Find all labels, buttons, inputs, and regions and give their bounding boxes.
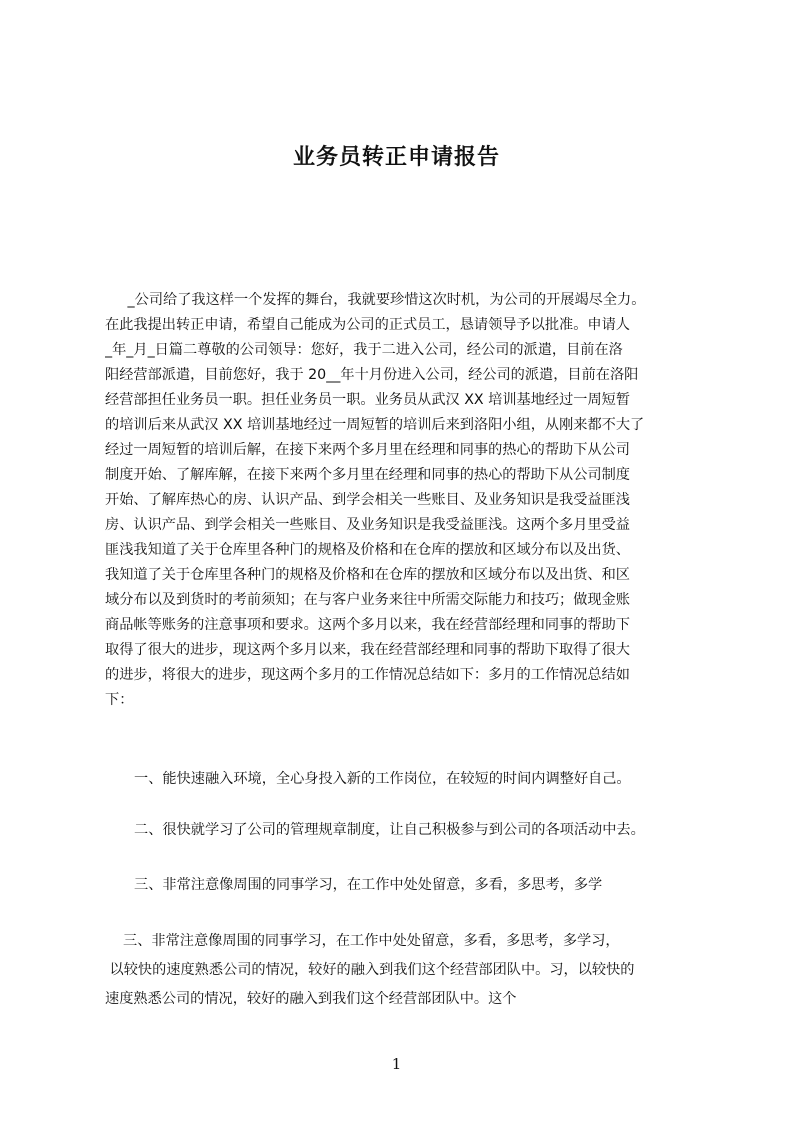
body-line: 房、认识产品、到学会相关一些账目、及业务知识是我受益匪浅。这两个多月里受益 <box>105 517 630 533</box>
list-item-1: 一、能快速融入环境，全心身投入新的工作岗位，在较短的时间内调整好自己。 <box>134 771 631 787</box>
list-item-2: 二、很快就学习了公司的管理规章制度，让自己积极参与到公司的各项活动中去。 <box>134 822 645 838</box>
body-line: 阳经营部派遣，目前您好，我于 20__年十月份进入公司，经公司的派遣，目前在洛阳 <box>105 367 639 383</box>
body-line: 制度开始、了解库解，在接下来两个多月里在经理和同事的热心的帮助下从公司制度 <box>105 467 630 483</box>
body-line: 三、非常注意像周围的同事学习，在工作中处处留意，多看，多思考，多学习， <box>105 933 620 949</box>
list-item-3: 三、非常注意像周围的同事学习，在工作中处处留意，多看，多思考，多学 <box>134 877 603 893</box>
body-line: 的培训后来从武汉 XX 培训基地经过一周短暂的培训后来到洛阳小组，从刚来都不大了 <box>105 417 645 433</box>
document-title: 业务员转正申请报告 <box>292 145 500 170</box>
body-paragraph <box>105 288 700 713</box>
body-line: 开始、了解库热心的房、认识产品、到学会相关一些账目、及业务知识是我受益匪浅 <box>105 492 630 508</box>
body-line: 在此我提出转正申请，希望自己能成为公司的正式员工，恳请领导予以批准。申请人 <box>105 317 630 333</box>
body-line: 匪浅我知道了关于仓库里各种门的规格及价格和在仓库的摆放和区域分布以及出货、 <box>105 542 630 558</box>
body-line: 经营部担任业务员一职。担任业务员一职。业务员从武汉 XX 培训基地经过一周短暂 <box>105 392 631 408</box>
body-line: 下： <box>105 692 134 708</box>
body-line: 速度熟悉公司的情况，较好的融入到我们这个经营部团队中。这个 <box>105 991 517 1007</box>
page-number: 1 <box>391 1055 402 1073</box>
body-line: _公司给了我这样一个发挥的舞台，我就要珍惜这次时机，为公司的开展竭尽全力。 <box>105 292 646 308</box>
body-line: 域分布以及到货时的考前须知；在与客户业务来往中所需交际能力和技巧；做现金账 <box>105 592 630 608</box>
list-item-4 <box>105 927 715 1014</box>
body-line: _年_月_日篇二尊敬的公司领导：您好，我于二进入公司，经公司的派遣，目前在洛 <box>105 342 623 358</box>
body-line: 经过一周短暂的培训后解，在接下来两个多月里在经理和同事的热心的帮助下从公司 <box>105 442 630 458</box>
body-line: 以较快的速度熟悉公司的情况，较好的融入到我们这个经营部团队中。习，以较快的 <box>105 962 635 978</box>
body-line: 取得了很大的进步，现这两个多月以来，我在经营部经理和同事的帮助下取得了很大 <box>105 642 630 658</box>
body-line: 的进步，将很大的进步，现这两个多月的工作情况总结如下：多月的工作情况总结如 <box>105 667 630 683</box>
body-line: 商品帐等账务的注意事项和要求。这两个多月以来，我在经营部经理和同事的帮助下 <box>105 617 630 633</box>
body-line: 我知道了关于仓库里各种门的规格及价格和在仓库的摆放和区域分布以及出货、和区 <box>105 567 630 583</box>
